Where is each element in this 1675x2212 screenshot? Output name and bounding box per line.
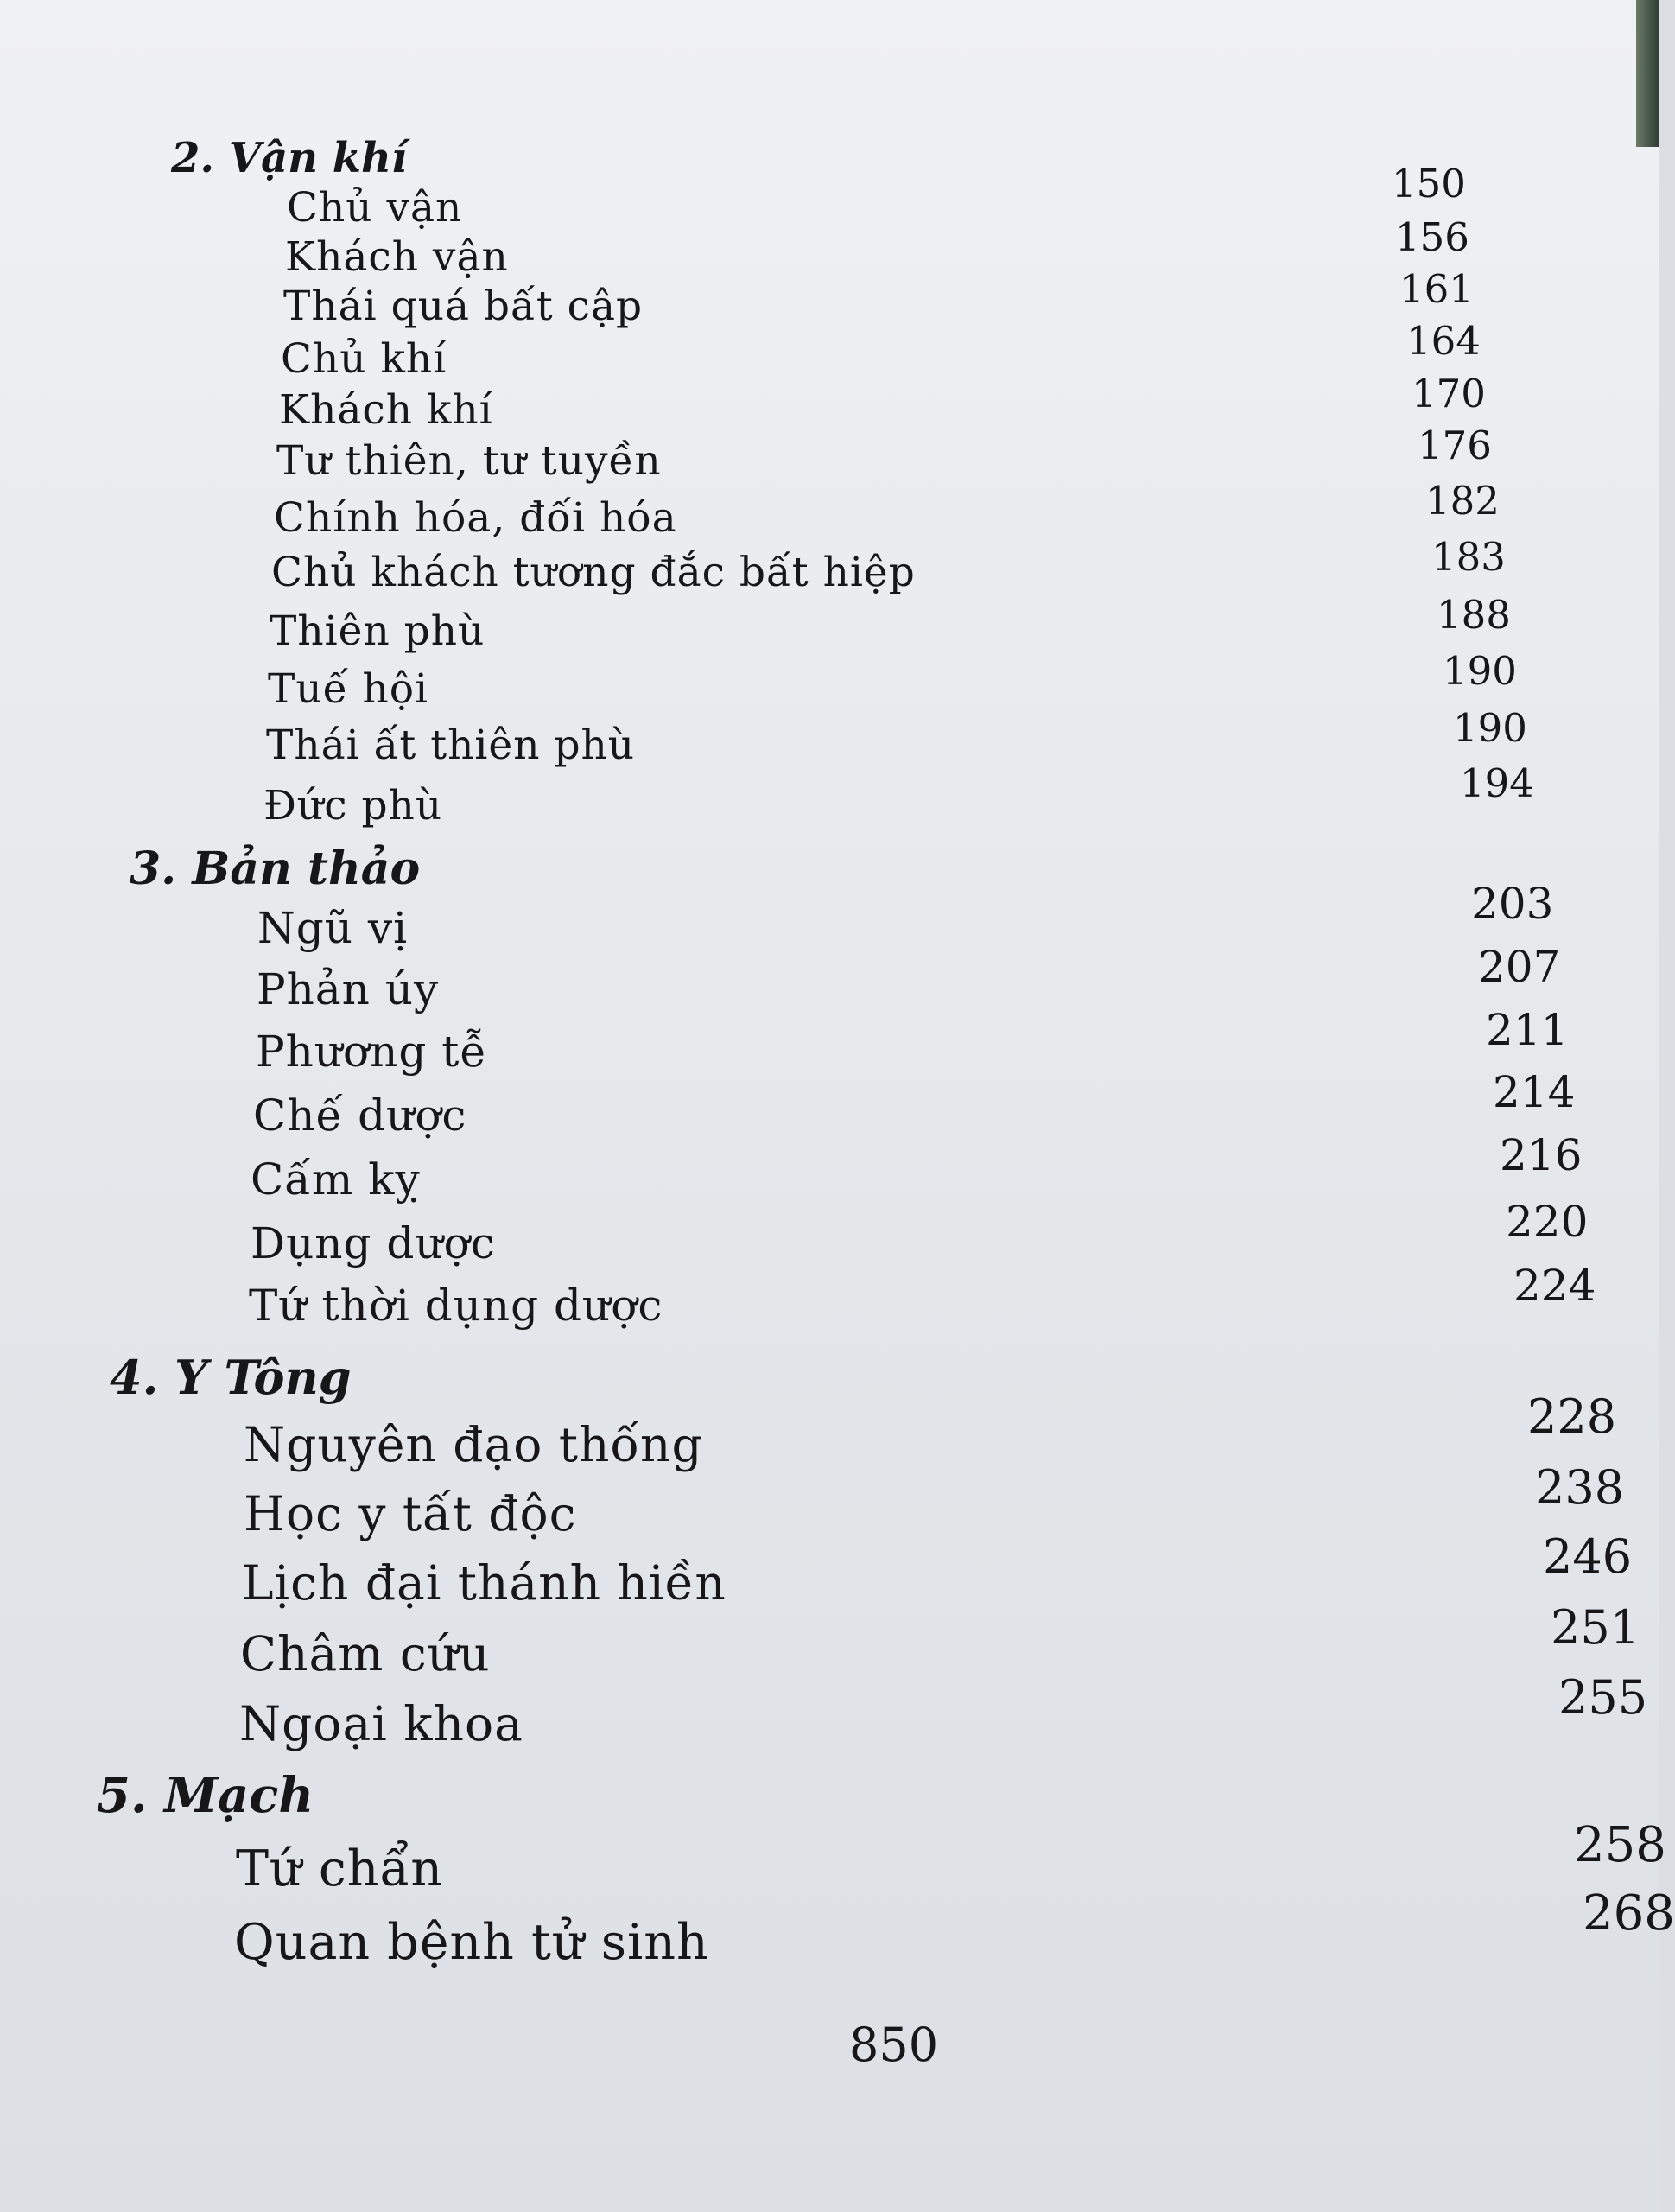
toc-row — [0, 648, 1659, 717]
toc-page-number: 207 — [1478, 942, 1561, 992]
toc-page-number: 164 — [1406, 318, 1481, 364]
toc-page-number: 188 — [1437, 592, 1511, 638]
toc-page-number: 170 — [1412, 371, 1486, 416]
toc-page-number: 238 — [1535, 1460, 1625, 1515]
toc-page-number: 203 — [1471, 879, 1554, 929]
section-heading-mach: 5. Mạch — [97, 1767, 314, 1824]
toc-page-number: 224 — [1513, 1261, 1596, 1311]
toc-row — [0, 1389, 1659, 1472]
toc-entry-label: Phản úy — [257, 964, 440, 1014]
toc-entry-label: Học y tất độc — [244, 1486, 577, 1541]
toc-row — [0, 1261, 1659, 1332]
toc-entry-label: Phương tễ — [256, 1027, 488, 1077]
toc-entry-label: Khách khí — [279, 386, 493, 434]
toc-entry-label: Ngoại khoa — [239, 1696, 523, 1751]
toc-entry-label: Tuế hội — [268, 665, 429, 713]
toc-entry-label: Thiên phù — [270, 607, 485, 655]
toc-entry-label: Đức phù — [263, 782, 443, 830]
toc-entry-label: Tứ thời dụng dược — [249, 1281, 663, 1331]
toc-entry-label: Dụng dược — [251, 1218, 496, 1268]
page-number-folio: 850 — [849, 2018, 939, 2072]
toc-entry-label: Nguyên đạo thống — [244, 1417, 703, 1472]
toc-entry-label: Cấm kỵ — [251, 1154, 421, 1205]
toc-row — [0, 1130, 1659, 1206]
toc-row — [0, 478, 1659, 546]
toc-row — [0, 1529, 1659, 1611]
section-heading-van-khi: 2. Vận khí — [171, 134, 408, 182]
toc-page-number: 182 — [1425, 478, 1500, 524]
toc-page-number: 268 — [1583, 1885, 1675, 1942]
toc-entry-label: Ngũ vị — [257, 903, 409, 953]
toc-entry-label: Chủ khách tương đắc bất hiệp — [271, 549, 916, 596]
toc-row — [0, 1005, 1659, 1078]
toc-page-number: 190 — [1443, 648, 1517, 694]
toc-entry-label: Chủ vận — [287, 184, 463, 232]
toc-page-number: 183 — [1431, 534, 1506, 580]
toc-entry-label: Khách vận — [285, 233, 509, 281]
toc-entry-label: Chính hóa, đối hóa — [274, 494, 677, 542]
toc-row — [0, 1067, 1659, 1142]
toc-entry-label: Quan bệnh tử sinh — [234, 1914, 709, 1971]
section-heading-y-tong: 4. Y Tông — [110, 1350, 352, 1405]
toc-page-number: 214 — [1493, 1067, 1576, 1117]
toc-row — [0, 423, 1659, 489]
toc-row — [0, 760, 1659, 834]
toc-page-number: 150 — [1392, 161, 1466, 207]
toc-entry-label: Lịch đại thánh hiền — [242, 1555, 726, 1611]
toc-entry-label: Tư thiên, tư tuyền — [276, 437, 662, 485]
toc-page-number: 258 — [1574, 1817, 1666, 1873]
toc-row — [0, 371, 1659, 438]
toc-entry-label: Thái ất thiên phù — [266, 721, 636, 769]
section-heading-ban-thao: 3. Bản thảo — [130, 842, 421, 895]
toc-row — [0, 318, 1659, 387]
toc-row — [0, 592, 1659, 659]
toc-entry-label: Châm cứu — [240, 1626, 491, 1681]
toc-page-number: 228 — [1527, 1389, 1617, 1444]
toc-row — [0, 1885, 1675, 1971]
toc-row — [0, 1670, 1659, 1751]
toc-page-number: 251 — [1551, 1600, 1640, 1655]
toc-page-number: 161 — [1399, 266, 1474, 312]
toc-row — [0, 1197, 1659, 1270]
toc-row — [0, 1817, 1666, 1897]
toc-row — [0, 534, 1659, 601]
toc-row — [0, 879, 1659, 955]
toc-row — [0, 942, 1659, 1016]
toc-page-number: 156 — [1395, 214, 1469, 260]
toc-row — [0, 705, 1659, 773]
toc-row — [0, 1600, 1659, 1681]
toc-page-number: 194 — [1460, 760, 1534, 806]
toc-entry-label: Chế dược — [253, 1090, 467, 1141]
toc-page-number: 255 — [1558, 1670, 1648, 1725]
toc-page-number: 190 — [1453, 705, 1527, 751]
toc-page-number: 246 — [1543, 1529, 1633, 1584]
toc-entry-label: Chủ khí — [281, 335, 447, 383]
toc-page-number: 176 — [1418, 423, 1492, 468]
toc-entry-label: Tứ chẩn — [236, 1840, 444, 1897]
toc-page-number: 220 — [1506, 1197, 1589, 1247]
toc-row — [0, 1460, 1659, 1541]
toc-entry-label: Thái quá bất cập — [283, 283, 644, 330]
toc-page-number: 216 — [1500, 1130, 1583, 1180]
toc-page-number: 211 — [1486, 1005, 1569, 1055]
